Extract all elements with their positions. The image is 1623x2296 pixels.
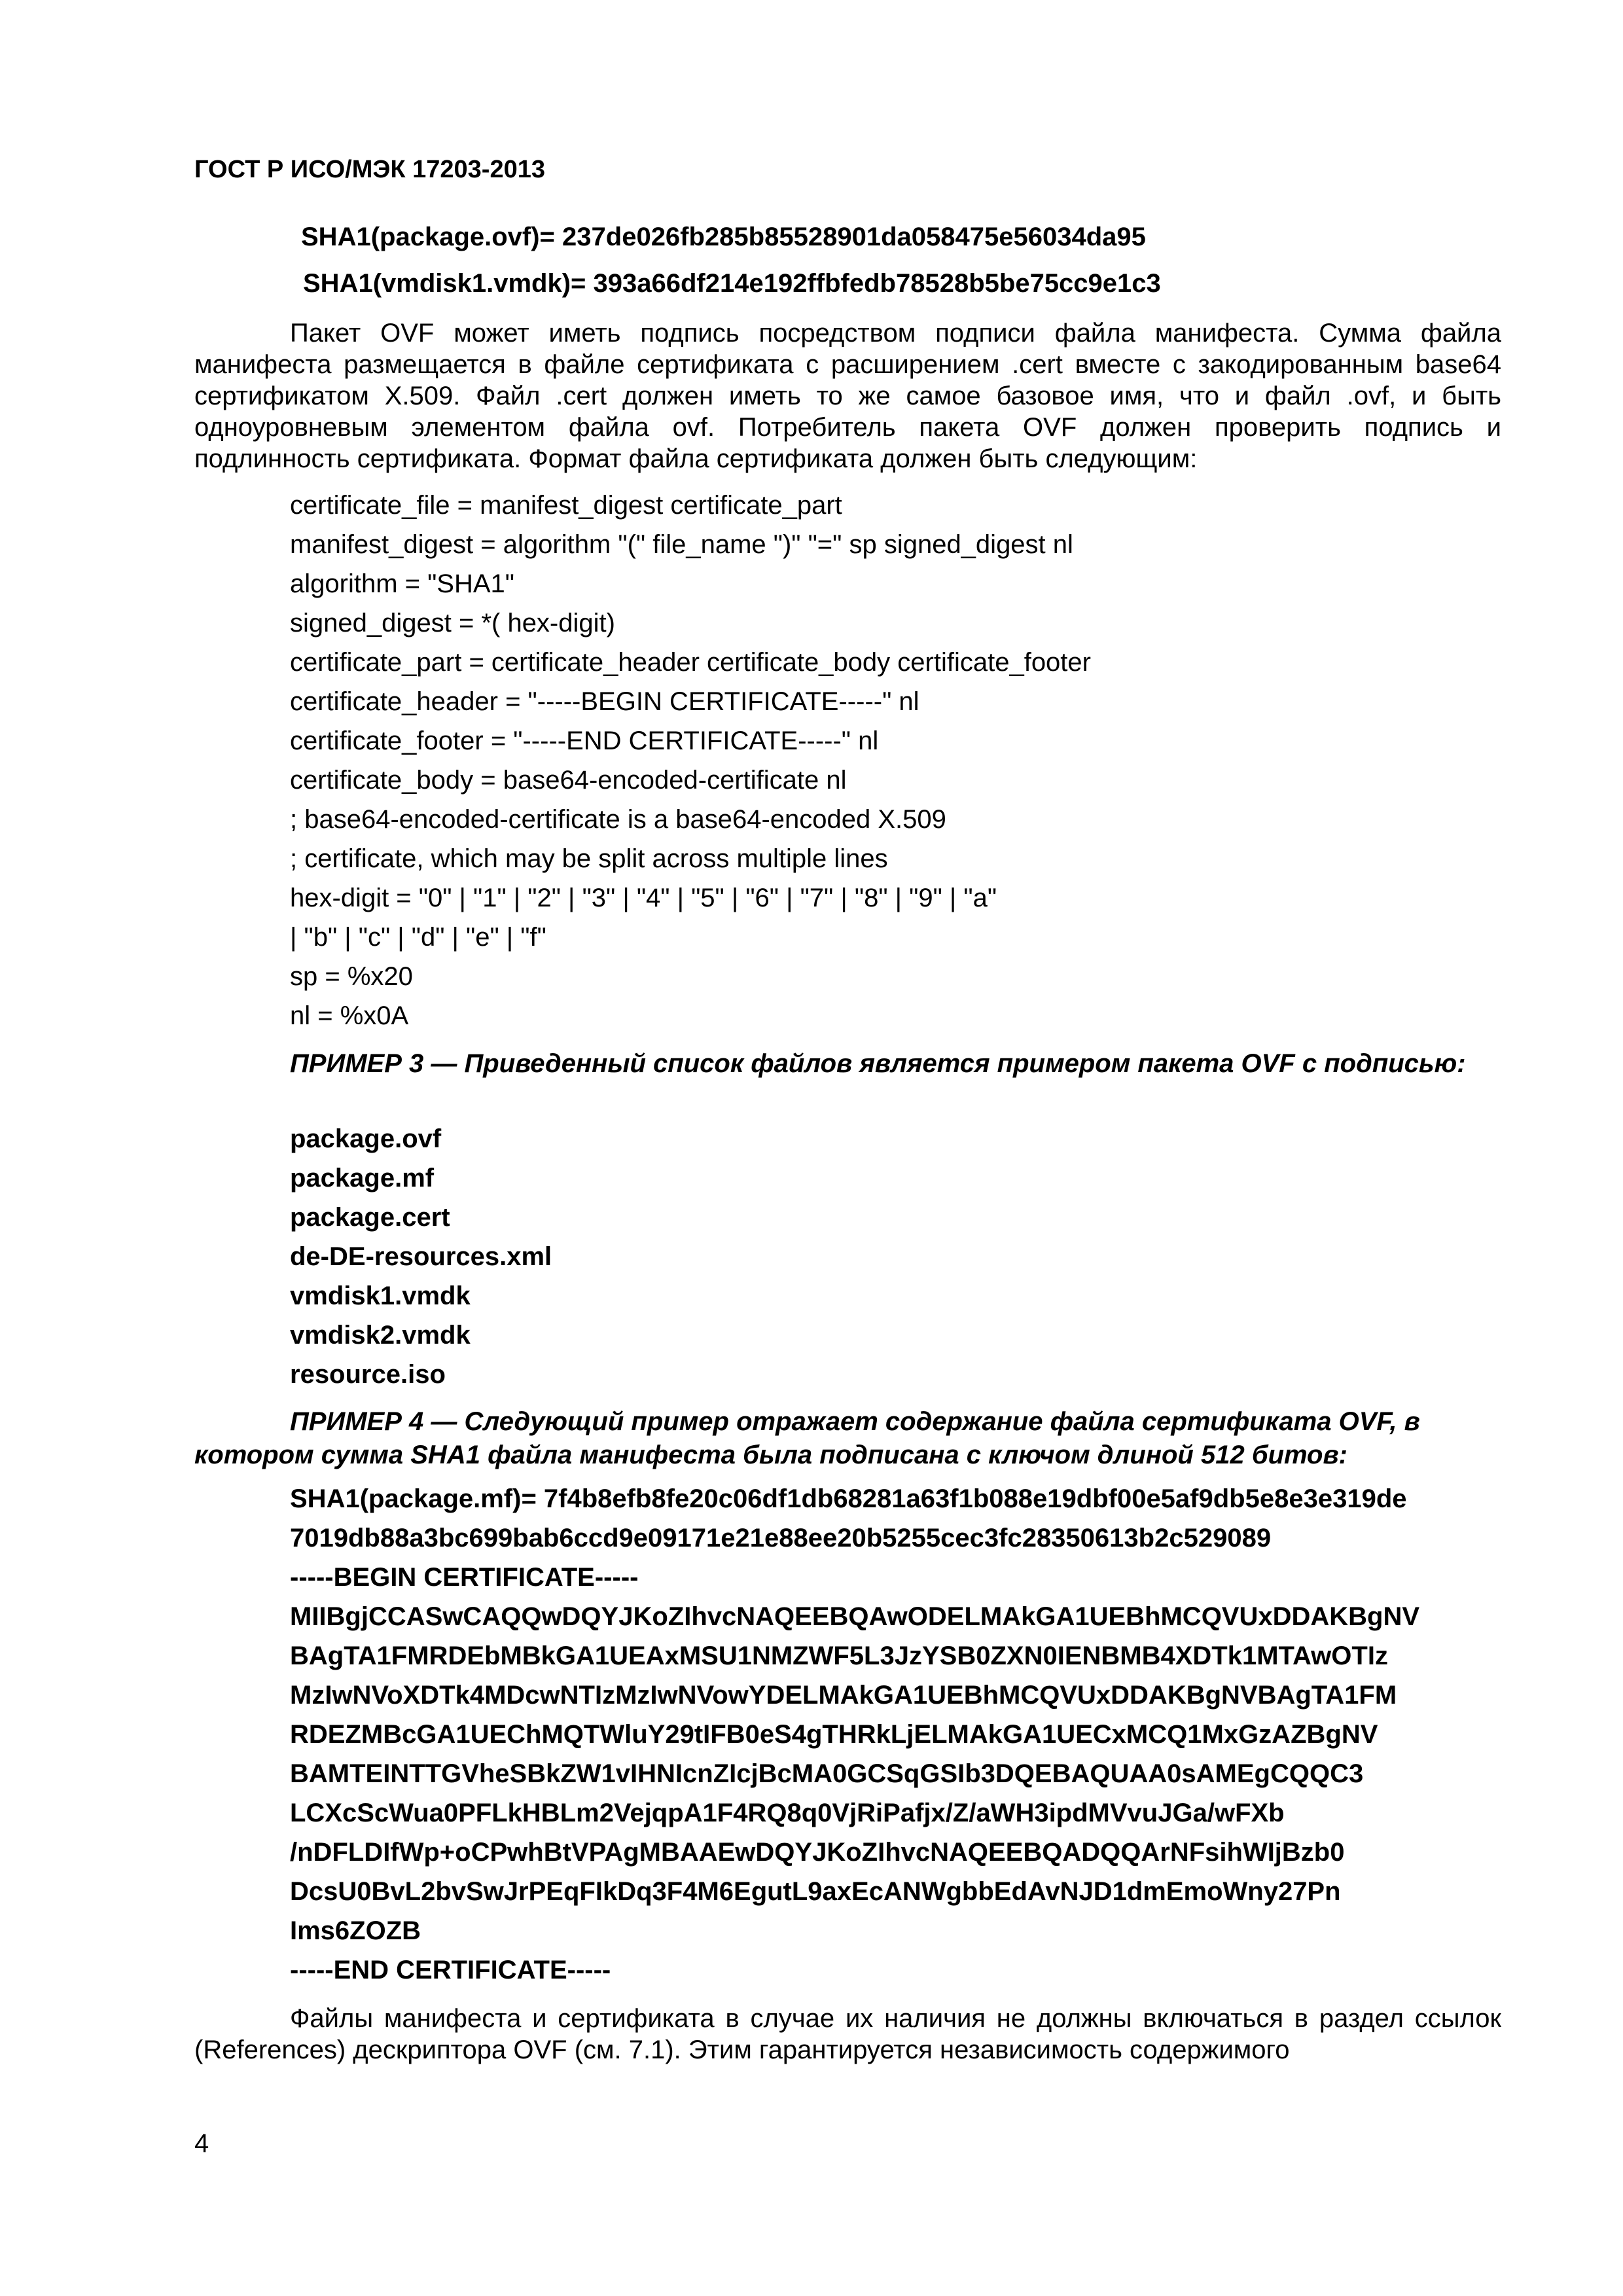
example-3-caption: ПРИМЕР 3 — Приведенный список файлов является примером пакета OVF с подписью: bbox=[290, 1049, 1466, 1078]
file-list-item: package.cert bbox=[290, 1203, 450, 1232]
digest-line: SHA1(package.ovf)= 237de026fb285b85528901da058475e56034da95 bbox=[301, 223, 1146, 251]
grammar-line: certificate_body = base64-encoded-certificate nl bbox=[290, 766, 847, 795]
file-list-item: package.mf bbox=[290, 1164, 435, 1193]
certificate-line: BAMTEINTTGVheSBkZW1vIHNIcnZIcjBcMA0GCSqGSIb3DQEBAQUAA0sAMEgCQQC3 bbox=[290, 1759, 1364, 1788]
certificate-line: /nDFLDIfWp+oCPwhBtVPAgMBAAEwDQYJKoZIhvcNAQEEBQADQQArNFsihWIjBzb0 bbox=[290, 1838, 1345, 1867]
page-number: 4 bbox=[194, 2129, 209, 2158]
certificate-line: MIIBgjCCASwCAQQwDQYJKoZIhvcNAQEEBQAwODELMAkGA1UEBhMCQVUxDDAKBgNV bbox=[290, 1602, 1420, 1631]
grammar-line: certificate_header = "-----BEGIN CERTIFICATE-----" nl bbox=[290, 687, 919, 716]
grammar-line: nl = %x0A bbox=[290, 1001, 409, 1030]
document-header: ГОСТ Р ИСО/МЭК 17203-2013 bbox=[194, 156, 545, 183]
grammar-line: ; certificate, which may be split across multiple lines bbox=[290, 844, 888, 873]
file-list-item: vmdisk2.vmdk bbox=[290, 1321, 471, 1350]
grammar-line: manifest_digest = algorithm "(" file_name ")" "=" sp signed_digest nl bbox=[290, 530, 1073, 559]
grammar-line: certificate_footer = "-----END CERTIFICATE-----" nl bbox=[290, 726, 879, 755]
digest-line: SHA1(vmdisk1.vmdk)= 393a66df214e192ffbfedb78528b5be75cc9e1c3 bbox=[303, 269, 1161, 298]
certificate-line: DcsU0BvL2bvSwJrPEqFIkDq3F4M6EgutL9axEcANWgbbEdAvNJD1dmEmoWny27Pn bbox=[290, 1877, 1341, 1906]
grammar-line: | "b" | "c" | "d" | "e" | "f" bbox=[290, 923, 546, 952]
paragraph-signature: Пакет OVF может иметь подпись посредством подписи файла манифеста. Сумма файла манифеста размещается в файле сертификата с расширением .cert вместе с закодированным base64 сертификатом X.509. Файл .cert должен иметь то же самое базовое имя, что и файл .ovf, и быть одноуровневым элементом файла ovf. Потребитель пакета OVF должен проверить подпись и подлинность сертификата. Формат файла сертификата должен быть следующим: bbox=[194, 319, 1501, 473]
grammar-line: certificate_file = manifest_digest certificate_part bbox=[290, 491, 842, 520]
certificate-line: MzIwNVoXDTk4MDcwNTIzMzIwNVowYDELMAkGA1UEBhMCQVUxDDAKBgNVBAgTA1FM bbox=[290, 1681, 1397, 1710]
grammar-line: hex-digit = "0" | "1" | "2" | "3" | "4" | "5" | "6" | "7" | "8" | "9" | "a" bbox=[290, 884, 997, 912]
file-list-item: de-DE-resources.xml bbox=[290, 1242, 552, 1271]
certificate-line: SHA1(package.mf)= 7f4b8efb8fe20c06df1db68281a63f1b088e19dbf00e5af9db5e8e3e319de bbox=[290, 1484, 1407, 1513]
grammar-line: certificate_part = certificate_header certificate_body certificate_footer bbox=[290, 648, 1091, 677]
certificate-line: LCXcScWua0PFLkHBLm2VejqpA1F4RQ8q0VjRiPafjx/Z/aWH3ipdMVvuJGa/wFXb bbox=[290, 1799, 1285, 1827]
certificate-line: -----END CERTIFICATE----- bbox=[290, 1956, 611, 1984]
certificate-line: BAgTA1FMRDEbMBkGA1UEAxMSU1NMZWF5L3JzYSB0ZXN0IENBMB4XDTk1MTAwOTIz bbox=[290, 1641, 1388, 1670]
certificate-line: -----BEGIN CERTIFICATE----- bbox=[290, 1563, 639, 1592]
certificate-line: RDEZMBcGA1UEChMQTWluY29tIFB0eS4gTHRkLjELMAkGA1UECxMCQ1MxGzAZBgNV bbox=[290, 1720, 1378, 1749]
grammar-line: sp = %x20 bbox=[290, 962, 413, 991]
grammar-line: algorithm = "SHA1" bbox=[290, 569, 514, 598]
file-list-item: package.ovf bbox=[290, 1124, 442, 1153]
certificate-line: 7019db88a3bc699bab6ccd9e09171e21e88ee20b5255cec3fc28350613b2c529089 bbox=[290, 1524, 1272, 1552]
certificate-line: Ims6ZOZB bbox=[290, 1916, 421, 1945]
grammar-line: ; base64-encoded-certificate is a base64-encoded X.509 bbox=[290, 805, 946, 834]
example-4-caption: ПРИМЕР 4 — Следующий пример отражает содержание файла сертификата OVF, в котором сумма SHA1 файла манифеста была подписана с ключом длиной 512 битов: bbox=[194, 1407, 1420, 1469]
file-list-item: vmdisk1.vmdk bbox=[290, 1282, 471, 1310]
grammar-line: signed_digest = *( hex-digit) bbox=[290, 609, 615, 637]
paragraph-manifest-references: Файлы манифеста и сертификата в случае их наличия не должны включаться в раздел ссылок (References) дескриптора OVF (см. 7.1). Этим гарантируется независимость содержимого bbox=[194, 2004, 1501, 2064]
file-list-item: resource.iso bbox=[290, 1360, 446, 1389]
